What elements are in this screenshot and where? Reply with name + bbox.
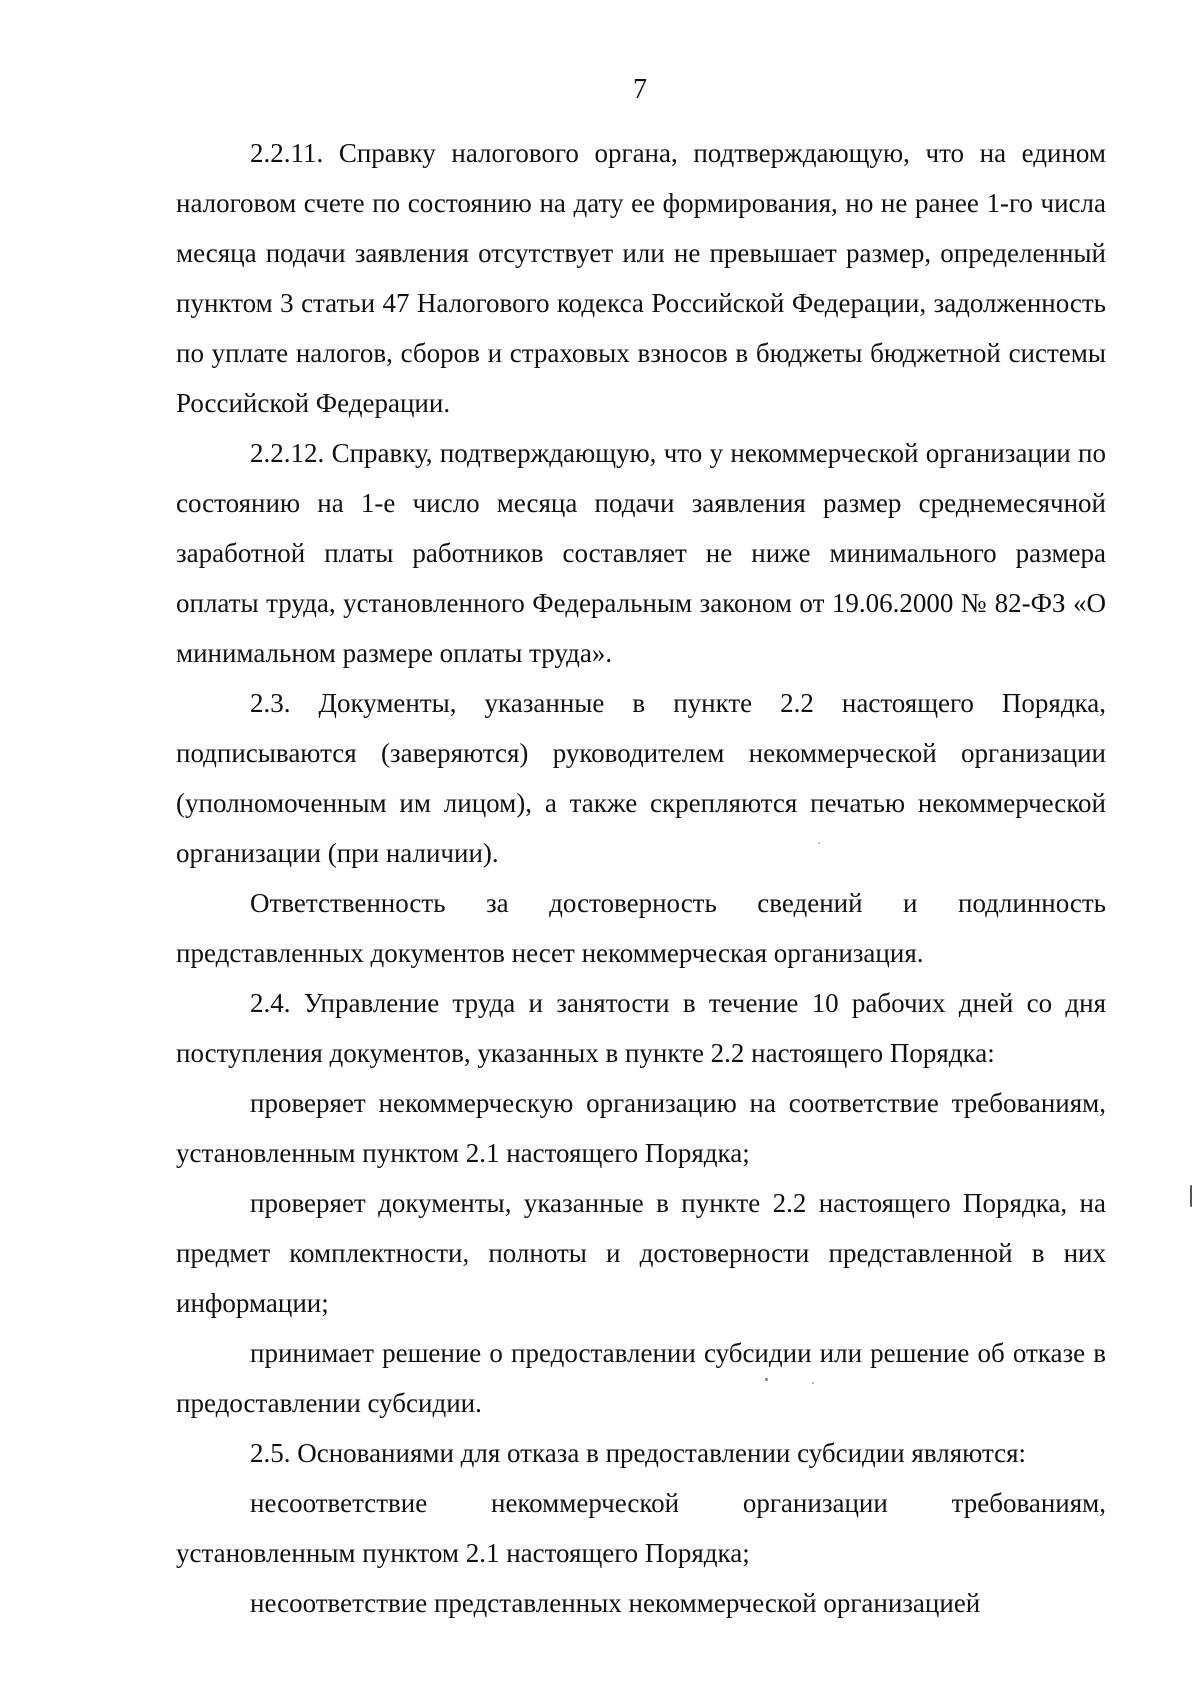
paragraph-checks-documents: проверяет документы, указанные в пункте 2.2 настоящего Порядка, на предмет комплектности, полноты и достоверности представленной в них информации; [176, 1188, 1106, 1318]
document-body [176, 128, 1106, 1628]
scan-speck [818, 842, 820, 844]
scan-speck [812, 1382, 814, 1384]
paragraph-2-3: 2.3. Документы, указанные в пункте 2.2 настоящего Порядка, подписываются (заверяются) руководителем некоммерческой организации (уполномоченным им лицом), а также скрепляются печатью некоммерческой организации (при наличии). [176, 688, 1106, 868]
paragraph-2-5: 2.5. Основаниями для отказа в предоставлении субсидии являются: [250, 1438, 1026, 1468]
page-number: 7 [633, 74, 647, 105]
paragraph-noncompliance-documents: несоответствие представленных некоммерческой организацией [250, 1588, 981, 1618]
paragraph-responsibility: Ответственность за достоверность сведений и подлинность представленных документов несет некоммерческая организация. [176, 888, 1106, 968]
paragraph-2-4: 2.4. Управление труда и занятости в течение 10 рабочих дней со дня поступления документов, указанных в пункте 2.2 настоящего Порядка: [176, 988, 1106, 1068]
paragraph-2-2-11: 2.2.11. Справку налогового органа, подтверждающую, что на едином налоговом счете по состоянию на дату ее формирования, но не ранее 1-го числа месяца подачи заявления отсутствует или не превышает размер, определенный пунктом 3 статьи 47 Налогового кодекса Российской Федерации, задолженность по уплате налогов, сборов и страховых взносов в бюджеты бюджетной системы Российской Федерации. [176, 138, 1106, 418]
scan-speck [765, 1378, 768, 1381]
paragraph-noncompliance-requirements: несоответствие некоммерческой организации требованиям, установленным пунктом 2.1 настоящего Порядка; [176, 1488, 1106, 1568]
paragraph-checks-organization: проверяет некоммерческую организацию на соответствие требованиям, установленным пунктом 2.1 настоящего Порядка; [176, 1088, 1106, 1168]
paragraph-makes-decision: принимает решение о предоставлении субсидии или решение об отказе в предоставлении субсидии. [176, 1338, 1106, 1418]
paragraph-2-2-12: 2.2.12. Справку, подтверждающую, что у некоммерческой организации по состоянию на 1-е число месяца подачи заявления размер среднемесячной заработной платы работников составляет не ниже минимального размера оплаты труда, установленного Федеральным законом от 19.06.2000 № 82-ФЗ «О минимальном размере оплаты труда». [176, 438, 1106, 668]
scan-speck [1190, 1185, 1192, 1207]
